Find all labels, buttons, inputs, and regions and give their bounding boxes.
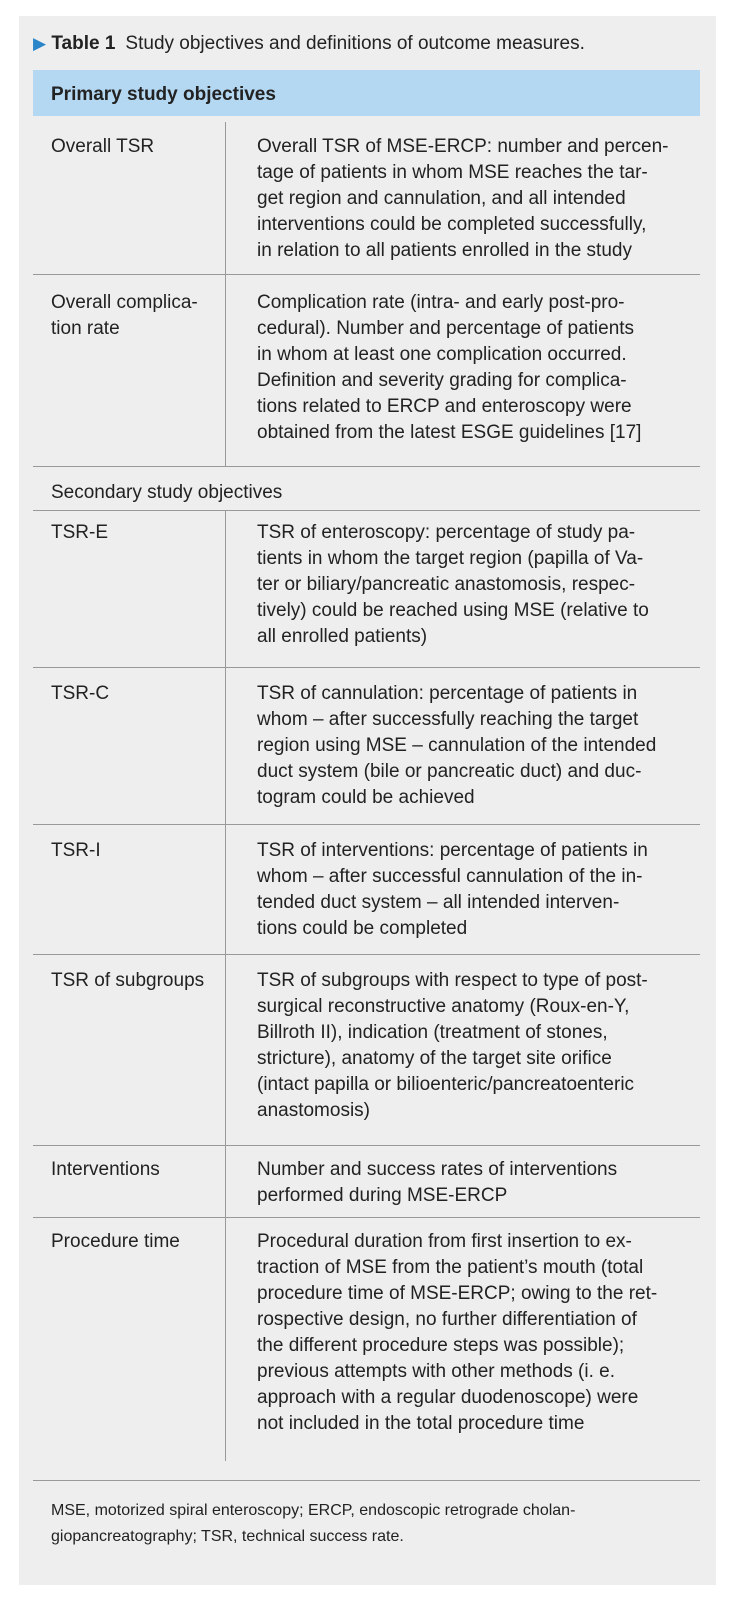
objective-label: Overall TSR — [51, 136, 155, 157]
table-footnote: MSE, motorized spiral enteroscopy; ERCP, endoscopic retrograde cholan- giopancreatography; TSR, technical success rate. — [51, 1502, 576, 1545]
column-divider — [225, 122, 226, 274]
row-divider — [33, 1145, 700, 1146]
objective-label: TSR-E — [51, 522, 108, 543]
objective-label: TSR-I — [51, 840, 101, 861]
section-title-secondary: Secondary study objectives — [51, 482, 283, 503]
table-caption — [33, 30, 585, 58]
row-divider — [33, 667, 700, 668]
objective-definition: TSR of cannulation: percentage of patients in whom – after successfully reaching the target region using MSE – cannulation of the intended duct system (bile or pancreatic duct) and duc- togram could be achieved — [257, 683, 657, 808]
row-divider — [33, 824, 700, 825]
objective-label: Procedure time — [51, 1231, 180, 1252]
objective-label: TSR-C — [51, 683, 110, 704]
row-divider — [33, 466, 700, 467]
column-divider — [225, 954, 226, 1145]
objective-definition: Complication rate (intra- and early post-pro- cedural). Number and percentage of patients in whom at least one complication occurred. Definition and severity grading for complica- tions related to ERCP and enteroscopy were obtained from the latest ESGE guidelines [17] — [257, 292, 642, 443]
objective-definition: TSR of subgroups with respect to type of post- surgical reconstructive anatomy (Roux-en-Y, Billroth II), indication (treatment of stones, stricture), anatomy of the target site orifice (intact papilla or bilioenteric/pancreatoenteric anastomosis) — [257, 970, 648, 1121]
row-divider — [33, 1217, 700, 1218]
column-divider — [225, 1145, 226, 1217]
column-divider — [225, 510, 226, 667]
objective-label: TSR of subgroups — [51, 970, 205, 991]
row-divider — [33, 510, 700, 511]
objective-definition: Overall TSR of MSE-ERCP: number and percen- tage of patients in whom MSE reaches the tar- get region and cannulation, and all intended interventions could be completed successfully, in relation to all patients enrolled in the study — [257, 136, 669, 261]
row-divider — [33, 274, 700, 275]
column-divider — [225, 274, 226, 466]
table-number: Table 1 — [51, 33, 116, 54]
objective-definition: Procedural duration from first insertion to ex- traction of MSE from the patient’s mouth (total procedure time of MSE-ERCP; owing to the ret- rospective design, no further differentiation of the different procedure steps was possible); previous attempts with other methods (i. e. approach with a regular duodenoscope) were not included in the total procedure time — [257, 1231, 658, 1434]
table-title: Study objectives and definitions of outcome measures. — [125, 33, 585, 54]
triangle-marker-icon: ▶ — [33, 34, 47, 53]
column-divider — [225, 1217, 226, 1461]
objective-definition: Number and success rates of interventions performed during MSE-ERCP — [257, 1159, 618, 1206]
section-header-primary — [33, 70, 700, 116]
section-title-primary: Primary study objectives — [51, 84, 276, 105]
column-divider — [225, 667, 226, 824]
column-divider — [225, 824, 226, 954]
objective-label: Overall complica- tion rate — [51, 292, 198, 339]
objective-definition: TSR of interventions: percentage of patients in whom – after successful cannulation of the in- tended duct system – all intended interven- tions could be completed — [257, 840, 648, 939]
row-divider — [33, 954, 700, 955]
objective-definition: TSR of enteroscopy: percentage of study pa- tients in whom the target region (papilla of Va- ter or biliary/pancreatic anastomosis, respec- tively) could be reached using MSE (relative to all enrolled patients) — [257, 522, 649, 647]
table-footer-divider — [33, 1480, 700, 1481]
objective-label: Interventions — [51, 1159, 160, 1180]
